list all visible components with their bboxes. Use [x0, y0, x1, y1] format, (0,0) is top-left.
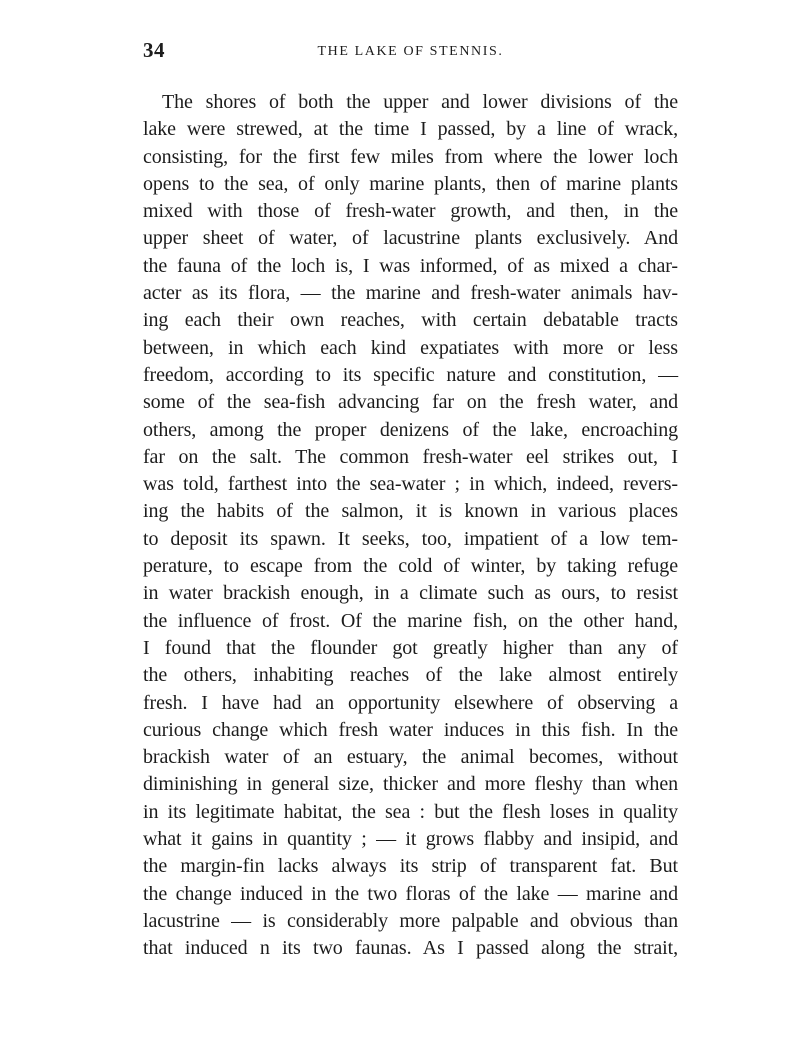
text-line: The shores of both the upper and lower divisions of the: [162, 91, 678, 113]
text-line: freedom, according to its specific nature and constitution, —: [143, 363, 678, 386]
text-line: the fauna of the loch is, I was informed, of as mixed a char-: [143, 254, 678, 277]
text-line: in its legitimate habitat, the sea : but the flesh loses in quality: [143, 800, 678, 823]
page-number: 34: [143, 38, 165, 62]
text-line: the influence of frost. Of the marine fish, on the other hand,: [143, 609, 678, 632]
text-line: perature, to escape from the cold of winter, by taking refuge: [143, 555, 678, 578]
text-line: what it gains in quantity ; — it grows flabby and insipid, and: [143, 828, 678, 851]
running-title: THE LAKE OF STENNIS.: [317, 44, 504, 59]
text-line: acter as its flora, — the marine and fresh-water animals hav-: [143, 282, 678, 305]
text-line: ing the habits of the salmon, it is known in various places: [143, 500, 678, 523]
text-line: in water brackish enough, in a climate such as ours, to resist: [143, 582, 678, 605]
text-line: fresh. I have had an opportunity elsewhere of observing a: [143, 691, 678, 714]
text-line: far on the salt. The common fresh-water eel strikes out, I: [143, 445, 678, 468]
text-line: consisting, for the first few miles from where the lower loch: [143, 145, 678, 168]
text-line: mixed with those of fresh-water growth, and then, in the: [143, 200, 678, 223]
text-line: brackish water of an estuary, the animal becomes, without: [143, 746, 678, 769]
text-line: some of the sea-fish advancing far on the fresh water, and: [143, 391, 678, 414]
running-head: [143, 38, 678, 68]
text-line: curious change which fresh water induces in this fish. In the: [143, 718, 678, 741]
text-line: to deposit its spawn. It seeks, too, impatient of a low tem-: [143, 527, 678, 550]
text-line: was told, farthest into the sea-water ; in which, indeed, revers-: [143, 473, 678, 496]
text-line: ing each their own reaches, with certain debatable tracts: [143, 309, 678, 332]
text-line: others, among the proper denizens of the lake, encroaching: [143, 418, 678, 441]
text-line: I found that the flounder got greatly higher than any of: [143, 636, 678, 659]
text-line: lake were strewed, at the time I passed, by a line of wrack,: [143, 118, 678, 141]
text-line: opens to the sea, of only marine plants, then of marine plants: [143, 172, 678, 195]
text-line: the margin-fin lacks always its strip of transparent fat. But: [143, 855, 678, 878]
text-line: lacustrine — is considerably more palpable and obvious than: [143, 909, 678, 932]
text-line: diminishing in general size, thicker and more fleshy than when: [143, 773, 678, 796]
body-paragraph: [143, 89, 678, 963]
text-line: the others, inhabiting reaches of the lake almost entirely: [143, 664, 678, 687]
text-line: that induced n its two faunas. As I passed along the strait,: [143, 937, 678, 960]
text-line: between, in which each kind expatiates with more or less: [143, 336, 678, 359]
text-line: upper sheet of water, of lacustrine plants exclusively. And: [143, 227, 678, 250]
text-line: the change induced in the two floras of the lake — marine and: [143, 882, 678, 905]
